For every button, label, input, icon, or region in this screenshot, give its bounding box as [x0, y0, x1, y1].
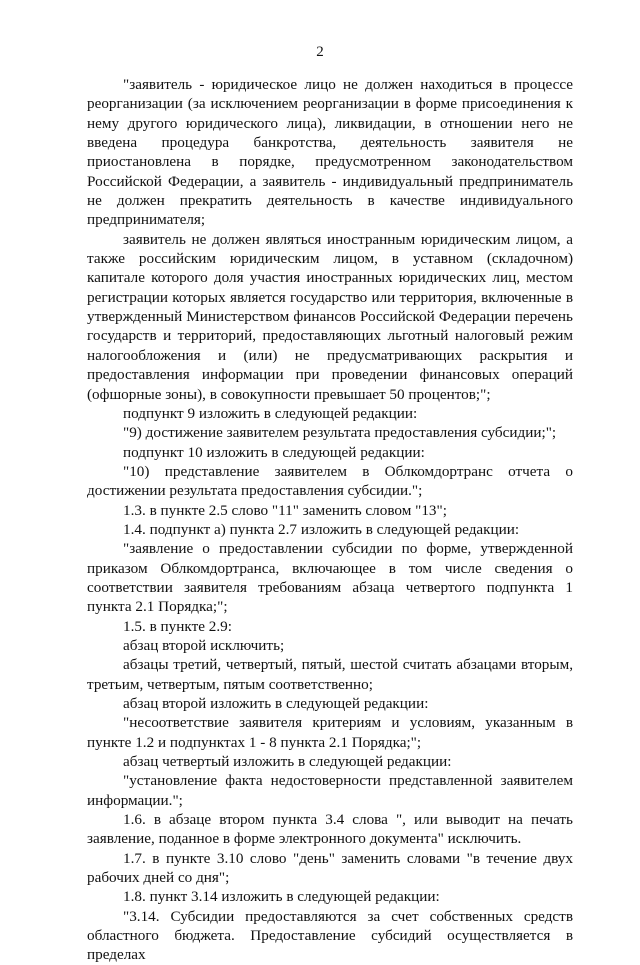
paragraph: "заявитель - юридическое лицо не должен находиться в процессе реорганизации (за исключением реорганизации в форме присоединения к нему другого юридического лица), ликвидации, в отношении него не введена процедура банкротства, деятельность заявителя не приостановлена в порядке, предусмотренном законодательством Российской Федерации, а заявитель - индивидуальный предприниматель не должен прекратить деятельность в качестве индивидуального предпринимателя; [87, 76, 573, 229]
paragraph: "установление факта недостоверности представленной заявителем информации."; [87, 772, 573, 809]
paragraph: абзац четвертый изложить в следующей редакции: [123, 753, 452, 771]
paragraph: заявитель не должен являться иностранным юридическим лицом, а также российским юридическим лицом, в уставном (складочном) капитале которого доля участия иностранных юридических лиц, местом регистрации которых является государство или территория, включенные в утвержденный Министерством финансов Российской Федерации перечень государств и территорий, предоставляющих льготный налоговый режим налогообложения и (или) не предусматривающих раскрытия и предоставления информации при проведении финансовых операций (офшорные зоны), в совокупности превышает 50 процентов;"; [87, 230, 573, 403]
paragraph: 1.4. подпункт а) пункта 2.7 изложить в следующей редакции: [123, 520, 520, 538]
paragraph: абзац второй изложить в следующей редакции: [123, 695, 429, 712]
paragraph: 1.5. в пункте 2.9: [123, 617, 232, 635]
paragraph: "10) представление заявителем в Облкомдортранс отчета о достижении результата предоставления субсидии."; [87, 462, 573, 500]
document-body [87, 75, 573, 965]
paragraph: абзацы третий, четвертый, пятый, шестой считать абзацами вторым, третьим, четвертым, пятым соответственно; [87, 656, 573, 693]
paragraph: "несоответствие заявителя критериям и условиям, указанным в пункте 1.2 и подпунктах 1 - 8 пункта 2.1 Порядка;"; [87, 714, 573, 751]
paragraph: "заявление о предоставлении субсидии по форме, утвержденной приказом Облкомдортранса, включающее в том числе сведения о соответствии заявителя требованиям абзаца четвертого подпункта 1 пункта 2.1 Порядка;"; [87, 540, 573, 616]
paragraph: подпункт 9 изложить в следующей редакции: [123, 404, 418, 422]
paragraph: подпункт 10 изложить в следующей редакции: [123, 443, 425, 461]
paragraph: абзац второй исключить; [123, 636, 285, 654]
page-number: 2 [316, 44, 324, 60]
paragraph: 1.3. в пункте 2.5 слово "11" заменить словом "13"; [123, 501, 447, 519]
paragraph: 1.8. пункт 3.14 изложить в следующей редакции: [123, 888, 440, 906]
paragraph: 1.6. в абзаце втором пункта 3.4 слова ", или выводит на печать заявление, поданное в форме электронного документа" исключить. [87, 811, 573, 848]
paragraph: "3.14. Субсидии предоставляются за счет собственных средств областного бюджета. Предоставление субсидий осуществляется в пределах [87, 907, 573, 964]
paragraph: 1.7. в пункте 3.10 слово "день" заменить словами "в течение двух рабочих дней со дня"; [87, 849, 573, 887]
paragraph: "9) достижение заявителем результата предоставления субсидии;"; [123, 424, 557, 442]
